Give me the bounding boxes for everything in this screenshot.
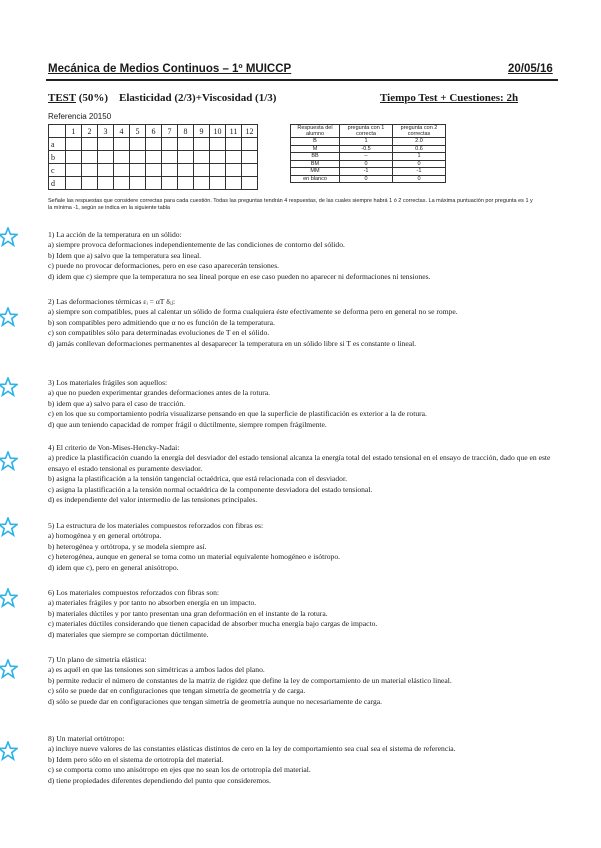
- answer-grid-row: [49, 177, 258, 190]
- scoring-header: pregunta con 1 correcta: [340, 125, 393, 138]
- answer-cell[interactable]: [146, 164, 162, 177]
- answer-cell[interactable]: [66, 151, 82, 164]
- answer-option: d) materiales que siempre se comportan dúctilmente.: [48, 629, 209, 639]
- answer-option: a) es aquél en que las tensiones son simétricas a ambos lados del plano.: [48, 665, 265, 675]
- answer-option: d) es independiente del valor intermedio de las tensiones principales.: [48, 495, 258, 505]
- scoring-cell: BM: [291, 160, 340, 168]
- answer-option: a) siempre provoca deformaciones independientemente de las condiciones de contorno del sólido.: [48, 240, 345, 250]
- question-6: [48, 588, 558, 640]
- answer-option: c) heterogénea, aunque en general se toma como un material equivalente homogéneo e isótropo.: [48, 552, 341, 562]
- answer-option: b) Idem que a) salvo que la temperatura sea lineal.: [48, 250, 202, 260]
- scoring-header: pregunta con 2 correctas: [393, 125, 446, 138]
- answer-grid-col-header: 2: [82, 125, 98, 138]
- answer-cell[interactable]: [98, 164, 114, 177]
- answer-grid-row: [49, 138, 258, 151]
- answer-cell[interactable]: [194, 138, 210, 151]
- scoring-cell: 1: [393, 153, 446, 161]
- scoring-cell: BB: [291, 153, 340, 161]
- answer-cell[interactable]: [114, 177, 130, 190]
- star-icon: [0, 307, 18, 327]
- answer-cell[interactable]: [226, 151, 242, 164]
- answer-option: c) se comporta como uno anisótropo en ejes que no sean los de ortotropía del material.: [48, 765, 311, 775]
- answer-cell[interactable]: [114, 138, 130, 151]
- answer-option: c) sólo se puede dar en configuraciones que tengan simetría de geometría y de carga.: [48, 686, 306, 696]
- answer-cell[interactable]: [210, 164, 226, 177]
- test-heading: [48, 92, 276, 104]
- answer-cell[interactable]: [162, 177, 178, 190]
- scoring-cell: -0.5: [340, 145, 393, 153]
- answer-cell[interactable]: [98, 151, 114, 164]
- scoring-cell: -1: [393, 168, 446, 176]
- answer-grid-row-label: a: [49, 138, 66, 151]
- answer-grid-col-header: 8: [178, 125, 194, 138]
- question-stem: 3) Los materiales frágiles son aquellos:: [48, 378, 168, 387]
- scoring-header: Respuesta del alumno: [291, 125, 340, 138]
- answer-cell[interactable]: [210, 177, 226, 190]
- answer-cell[interactable]: [194, 164, 210, 177]
- scoring-cell: 0: [340, 160, 393, 168]
- answer-option: b) permite reducir el número de constantes de la matriz de rigidez que define la ley de comportamiento de un material elástico lineal.: [48, 675, 452, 685]
- answer-grid-row-label: b: [49, 151, 66, 164]
- answer-option: a) homogénea y en general ortótropa.: [48, 531, 162, 541]
- answer-grid-row: [49, 164, 258, 177]
- test-subject: Elasticidad (2/3)+Viscosidad (1/3): [119, 92, 277, 104]
- instructions-note: Señale las respuestas que considere correctas para cada cuestión. Todas las preguntas tendrán 4 respuestas, de las cuales siempre habrá 1 ó 2 correctas. La máxima puntuación por pregunta es 1 y la mínima -1, según se indica en la siguiente tabla: [48, 198, 533, 211]
- scoring-cell: –: [340, 153, 393, 161]
- answer-grid-col-header: 5: [130, 125, 146, 138]
- question-stem: 7) Un plano de simetría elástica:: [48, 655, 147, 664]
- question-7: [48, 655, 558, 707]
- answer-cell[interactable]: [178, 138, 194, 151]
- scoring-cell: 0: [393, 160, 446, 168]
- answer-option: c) son compatibles sólo para determinadas evoluciones de T en el sólido.: [48, 328, 270, 338]
- star-icon: [0, 517, 18, 537]
- scoring-row: [291, 153, 446, 161]
- answer-option: a) incluye nueve valores de las constantes elásticas distintos de cero en la ley de comportamiento sea cual sea el sistema de referencia.: [48, 744, 456, 754]
- answer-grid-col-header: 9: [194, 125, 210, 138]
- star-icon: [0, 588, 18, 608]
- answer-option: b) son compatibles pero admitiendo que α no es función de la temperatura.: [48, 317, 275, 327]
- answer-cell[interactable]: [114, 151, 130, 164]
- answer-cell[interactable]: [146, 177, 162, 190]
- answer-cell[interactable]: [178, 164, 194, 177]
- answer-cell[interactable]: [66, 164, 82, 177]
- scoring-cell: 0: [393, 175, 446, 183]
- scoring-cell: en blanco: [291, 175, 340, 183]
- answer-cell[interactable]: [130, 177, 146, 190]
- answer-option: b) idem que a) salvo para el caso de tracción.: [48, 398, 186, 408]
- question-5: [48, 521, 558, 573]
- answer-cell[interactable]: [242, 138, 258, 151]
- scoring-row: [291, 145, 446, 153]
- scoring-cell: 0.6: [393, 145, 446, 153]
- answer-cell[interactable]: [98, 177, 114, 190]
- answer-cell[interactable]: [114, 164, 130, 177]
- answer-option: b) Idem pero sólo en el sistema de ortotropía del material.: [48, 754, 224, 764]
- reference-number: Referencia 20150: [48, 112, 112, 121]
- scoring-table: [290, 124, 446, 183]
- answer-cell[interactable]: [66, 138, 82, 151]
- header-divider: [46, 79, 558, 81]
- answer-option: d) tiene propiedades diferentes dependiendo del punto que consideremos.: [48, 775, 271, 785]
- answer-cell[interactable]: [162, 164, 178, 177]
- answer-cell[interactable]: [178, 177, 194, 190]
- answer-option: d) jamás conllevan deformaciones permanentes al desaparecer la temperatura en un sólido libre si T es constante o lineal.: [48, 338, 417, 348]
- scoring-row: [291, 175, 446, 183]
- answer-grid-row-label: c: [49, 164, 66, 177]
- scoring-row: [291, 138, 446, 146]
- answer-grid-col-header: 7: [162, 125, 178, 138]
- document-date: 20/05/16: [508, 63, 553, 75]
- test-label: TEST: [48, 92, 76, 104]
- question-4: [48, 443, 558, 505]
- test-weight: (50%): [78, 92, 109, 104]
- answer-cell[interactable]: [162, 138, 178, 151]
- answer-cell[interactable]: [242, 177, 258, 190]
- scoring-cell: -1: [340, 168, 393, 176]
- answer-grid-row-label: d: [49, 177, 66, 190]
- answer-cell[interactable]: [82, 177, 98, 190]
- answer-option: b) asigna la plastificación a la tensión tangencial octaédrica, que está relacionada con el desviador.: [48, 474, 347, 484]
- answer-option: a) siempre son compatibles, pues al calentar un sólido de forma cualquiera éste efectivamente se deforma pero en general no se rompe.: [48, 307, 458, 317]
- answer-cell[interactable]: [226, 164, 242, 177]
- answer-grid-header-row: [49, 125, 258, 138]
- question-1: [48, 230, 558, 282]
- answer-cell[interactable]: [130, 151, 146, 164]
- answer-option: a) que no pueden experimentar grandes deformaciones antes de la rotura.: [48, 388, 271, 398]
- question-stem: 4) El criterio de Von-Mises-Hencky-Nadai:: [48, 443, 180, 452]
- answer-option: b) heterogénea y ortótropa, y se modela siempre así.: [48, 541, 207, 551]
- answer-cell[interactable]: [82, 138, 98, 151]
- document-title: Mecánica de Medios Continuos – 1º MUICCP: [48, 63, 292, 75]
- answer-grid-col-header: 3: [98, 125, 114, 138]
- star-icon: [0, 377, 18, 397]
- answer-cell[interactable]: [66, 177, 82, 190]
- answer-option: c) asigna la plastificación a la tensión normal octaédrica de la componente desviadora del estado tensional.: [48, 484, 373, 494]
- answer-option: a) materiales frágiles y por tanto no absorben energía en un impacto.: [48, 598, 257, 608]
- answer-option: d) idem que c), pero en general anisótropo.: [48, 562, 179, 572]
- scoring-row: [291, 160, 446, 168]
- answer-cell[interactable]: [242, 151, 258, 164]
- test-time: Tiempo Test + Cuestiones: 2h: [380, 92, 519, 104]
- scoring-row: [291, 168, 446, 176]
- answer-option: d) idem que c) siempre que la temperatura no sea lineal porque en ese caso pueden no aparecer ni deformaciones ni tensiones.: [48, 271, 431, 281]
- answer-cell[interactable]: [82, 164, 98, 177]
- scoring-cell: 0: [340, 175, 393, 183]
- answer-cell[interactable]: [210, 138, 226, 151]
- scoring-cell: 1: [340, 138, 393, 146]
- star-icon: [0, 741, 18, 761]
- question-8: [48, 734, 558, 786]
- answer-option: c) materiales dúctiles considerando que tienen capacidad de absorber mucha energía bajo cargas de impacto.: [48, 619, 378, 629]
- answer-option: b) materiales dúctiles y por tanto presentan una gran deformación en el instante de la rotura.: [48, 608, 328, 618]
- answer-option: d) que aun teniendo capacidad de romper frágil o dúctilmente, siempre rompen frágilmente.: [48, 419, 327, 429]
- question-stem: 8) Un material ortótropo:: [48, 734, 125, 743]
- answer-cell[interactable]: [226, 177, 242, 190]
- answer-cell[interactable]: [194, 177, 210, 190]
- scoring-cell: MM: [291, 168, 340, 176]
- answer-cell[interactable]: [130, 138, 146, 151]
- scoring-cell: 2.0: [393, 138, 446, 146]
- answer-cell[interactable]: [130, 164, 146, 177]
- answer-grid-corner: [49, 125, 66, 138]
- answer-grid-col-header: 12: [242, 125, 258, 138]
- answer-cell[interactable]: [162, 151, 178, 164]
- answer-grid-col-header: 10: [210, 125, 226, 138]
- scoring-header-row: [291, 125, 446, 138]
- question-stem: 6) Los materiales compuestos reforzados con fibras son:: [48, 588, 220, 597]
- answer-cell[interactable]: [194, 151, 210, 164]
- answer-grid-col-header: 11: [226, 125, 242, 138]
- answer-cell[interactable]: [82, 151, 98, 164]
- answer-option: d) sólo se puede dar en configuraciones que tengan simetría de geometría aunque no necesariamente de carga.: [48, 696, 383, 706]
- question-stem: 1) La acción de la temperatura en un sólido:: [48, 230, 182, 239]
- star-icon: [0, 659, 18, 679]
- scoring-cell: M: [291, 145, 340, 153]
- answer-option: c) en los que su comportamiento podría visualizarse pensando en que la superficie de plastificación es exterior a la de rotura.: [48, 409, 427, 419]
- question-stem: 2) Las deformaciones térmicas εᵢ = αT δᵢⱼ:: [48, 297, 176, 306]
- question-2: [48, 297, 558, 349]
- star-icon: [0, 451, 18, 471]
- answer-grid-row: [49, 151, 258, 164]
- answer-grid-col-header: 1: [66, 125, 82, 138]
- answer-grid-col-header: 4: [114, 125, 130, 138]
- star-icon: [0, 227, 18, 247]
- answer-cell[interactable]: [210, 151, 226, 164]
- answer-cell[interactable]: [242, 164, 258, 177]
- answer-grid: [48, 124, 258, 190]
- answer-cell[interactable]: [178, 151, 194, 164]
- answer-option: a) predice la plastificación cuando la energía del desviador del estado tensional alcanza la energía total del estado tensional en el ensayo de tracción, dado que en este ensayo el estado tensional es puramente desviador.: [48, 453, 551, 473]
- question-3: [48, 378, 558, 430]
- answer-cell[interactable]: [146, 151, 162, 164]
- scoring-cell: B: [291, 138, 340, 146]
- answer-grid-col-header: 6: [146, 125, 162, 138]
- answer-cell[interactable]: [98, 138, 114, 151]
- answer-cell[interactable]: [226, 138, 242, 151]
- question-stem: 5) La estructura de los materiales compuestos reforzados con fibras es:: [48, 521, 264, 530]
- answer-option: c) puede no provocar deformaciones, pero en ese caso aparecerán tensiones.: [48, 261, 280, 271]
- answer-cell[interactable]: [146, 138, 162, 151]
